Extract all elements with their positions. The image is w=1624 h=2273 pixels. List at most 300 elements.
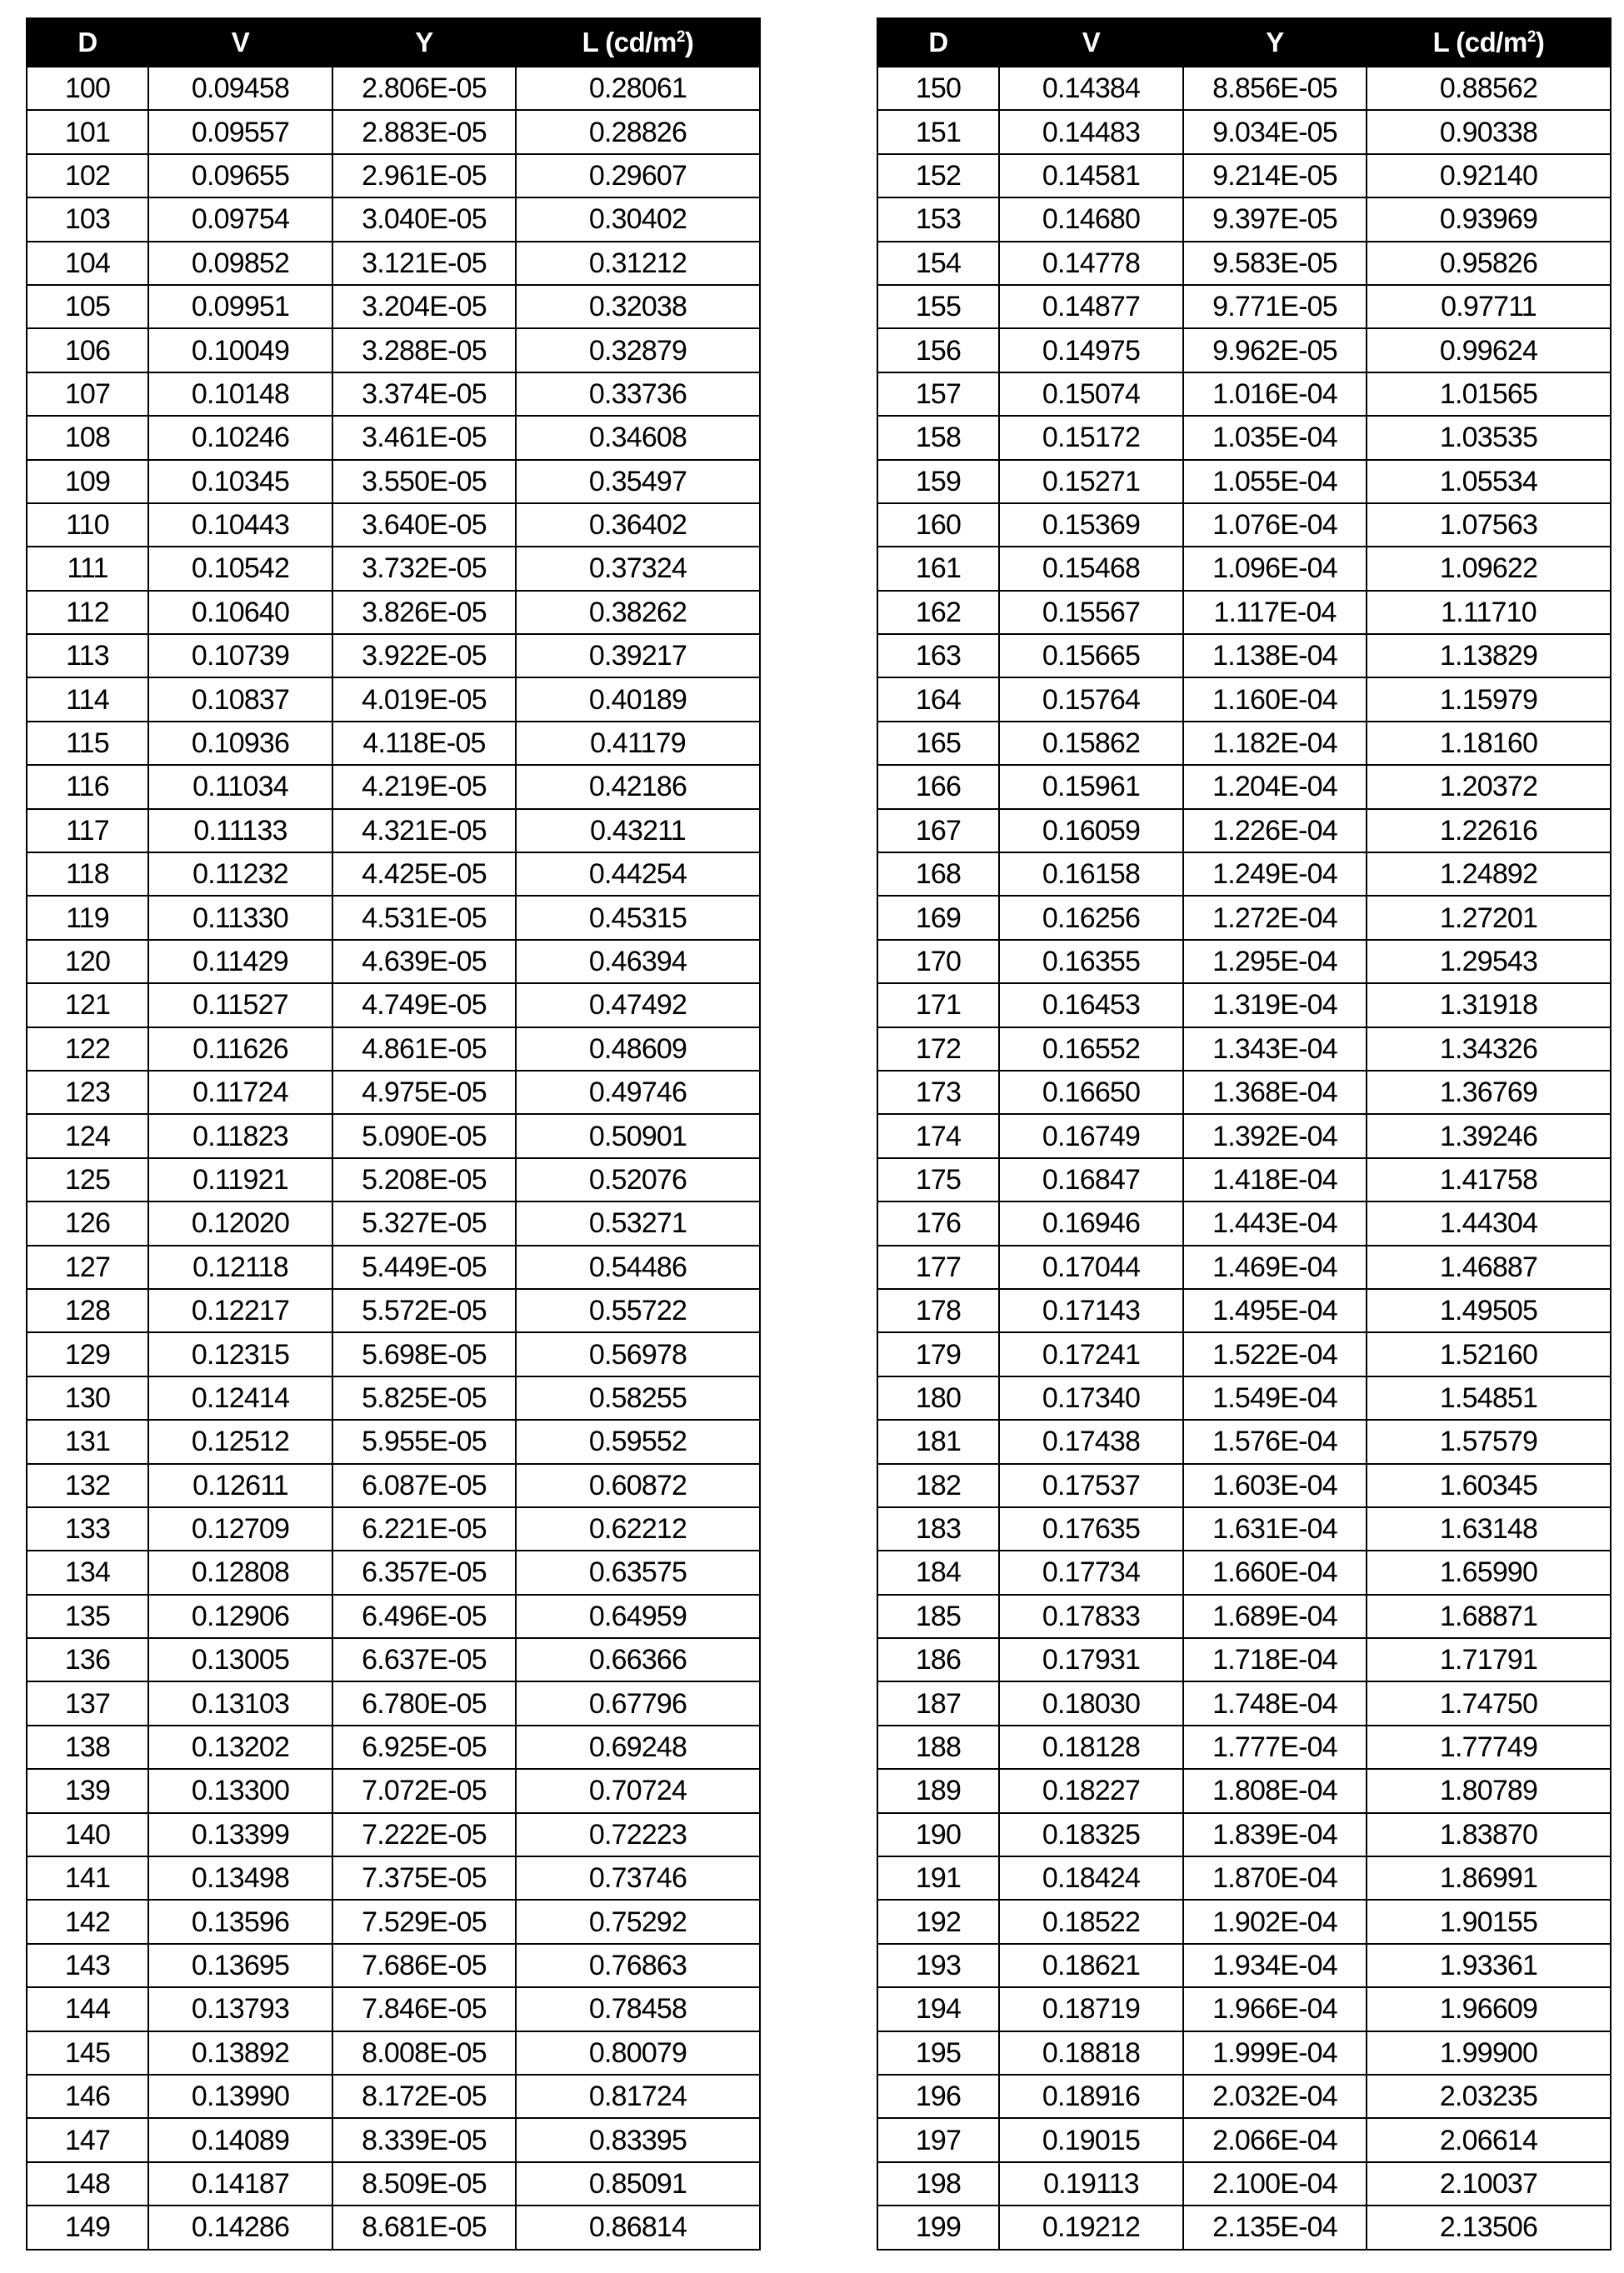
cell-l: 0.70724 [516,1769,760,1812]
cell-l: 1.18160 [1367,722,1611,765]
table-row [877,1987,1611,2031]
table-row [877,154,1611,197]
cell-v: 0.15369 [999,503,1183,547]
cell-d: 199 [877,2206,999,2249]
table-row [27,634,760,677]
table-row [877,634,1611,677]
cell-d: 139 [27,1769,148,1812]
cell-d: 106 [27,328,148,372]
cell-d: 130 [27,1376,148,1420]
cell-l: 2.13506 [1367,2206,1611,2249]
table-row [27,2075,760,2118]
table-row [27,1856,760,1900]
cell-y: 3.204E-05 [332,285,516,328]
cell-d: 154 [877,242,999,285]
cell-l: 0.92140 [1367,154,1611,197]
table-row [27,1726,760,1769]
table-row [27,1246,760,1289]
cell-v: 0.18128 [999,1726,1183,1769]
table-row [877,1856,1611,1900]
cell-d: 164 [877,677,999,721]
cell-l: 0.58255 [516,1376,760,1420]
cell-l: 1.49505 [1367,1289,1611,1332]
cell-v: 0.11034 [148,765,332,808]
cell-d: 125 [27,1158,148,1201]
table-row [877,1071,1611,1114]
cell-d: 185 [877,1595,999,1638]
cell-l: 0.85091 [516,2162,760,2206]
cell-d: 133 [27,1507,148,1551]
cell-l: 1.01565 [1367,372,1611,416]
header-l-superscript: 2 [676,28,685,46]
cell-d: 101 [27,110,148,153]
table-row [27,896,760,939]
cell-v: 0.17438 [999,1420,1183,1463]
cell-d: 108 [27,416,148,459]
table-row [877,328,1611,372]
cell-v: 0.09951 [148,285,332,328]
cell-l: 1.24892 [1367,852,1611,896]
cell-l: 1.13829 [1367,634,1611,677]
cell-v: 0.14384 [999,67,1183,110]
column-header-l [1367,18,1611,67]
cell-l: 1.96609 [1367,1987,1611,2031]
cell-v: 0.16355 [999,940,1183,983]
cell-l: 0.31212 [516,242,760,285]
table-row [877,372,1611,416]
cell-l: 0.90338 [1367,110,1611,153]
cell-y: 7.072E-05 [332,1769,516,1812]
cell-d: 175 [877,1158,999,1201]
cell-l: 1.22616 [1367,809,1611,852]
cell-v: 0.13005 [148,1638,332,1681]
cell-d: 196 [877,2075,999,2118]
header-l-superscript: 2 [1527,28,1536,46]
table-row [877,677,1611,721]
cell-y: 7.222E-05 [332,1813,516,1856]
cell-l: 1.31918 [1367,983,1611,1027]
cell-y: 5.208E-05 [332,1158,516,1201]
cell-v: 0.12217 [148,1289,332,1332]
cell-d: 172 [877,1027,999,1071]
cell-y: 1.035E-04 [1183,416,1367,459]
cell-d: 187 [877,1681,999,1725]
cell-l: 1.80789 [1367,1769,1611,1812]
cell-l: 0.86814 [516,2206,760,2249]
cell-y: 1.272E-04 [1183,896,1367,939]
cell-v: 0.09852 [148,242,332,285]
cell-v: 0.13990 [148,2075,332,2118]
cell-d: 109 [27,460,148,503]
table-row [877,1332,1611,1376]
cell-v: 0.12118 [148,1246,332,1289]
table-row [877,1158,1611,1201]
table-row [877,722,1611,765]
table-row [27,1201,760,1245]
table-body [27,67,760,2250]
cell-d: 160 [877,503,999,547]
cell-y: 1.902E-04 [1183,1900,1367,1943]
cell-v: 0.12512 [148,1420,332,1463]
table-row [27,591,760,634]
cell-l: 1.63148 [1367,1507,1611,1551]
cell-l: 0.73746 [516,1856,760,1900]
cell-v: 0.13498 [148,1856,332,1900]
cell-v: 0.17833 [999,1595,1183,1638]
cell-v: 0.14187 [148,2162,332,2206]
cell-d: 193 [877,1944,999,1987]
table-row [27,2031,760,2075]
table-row [27,285,760,328]
cell-l: 1.86991 [1367,1856,1611,1900]
column-header-d: D [877,18,999,67]
cell-y: 1.718E-04 [1183,1638,1367,1681]
cell-y: 4.639E-05 [332,940,516,983]
cell-l: 0.63575 [516,1551,760,1594]
table-row [27,1813,760,1856]
cell-v: 0.18325 [999,1813,1183,1856]
table-row [877,242,1611,285]
cell-d: 107 [27,372,148,416]
cell-v: 0.13793 [148,1987,332,2031]
cell-d: 115 [27,722,148,765]
cell-d: 163 [877,634,999,677]
cell-v: 0.13596 [148,1900,332,1943]
cell-v: 0.10837 [148,677,332,721]
cell-l: 0.42186 [516,765,760,808]
table-row [27,1027,760,1071]
cell-l: 0.32038 [516,285,760,328]
cell-d: 151 [877,110,999,153]
cell-y: 5.698E-05 [332,1332,516,1376]
cell-d: 120 [27,940,148,983]
cell-v: 0.16453 [999,983,1183,1027]
cell-y: 9.962E-05 [1183,328,1367,372]
cell-l: 0.43211 [516,809,760,852]
cell-l: 1.46887 [1367,1246,1611,1289]
cell-l: 1.83870 [1367,1813,1611,1856]
cell-y: 2.032E-04 [1183,2075,1367,2118]
cell-d: 113 [27,634,148,677]
cell-d: 177 [877,1246,999,1289]
table-row [877,503,1611,547]
cell-y: 1.138E-04 [1183,634,1367,677]
table-row [877,852,1611,896]
cell-d: 137 [27,1681,148,1725]
table-row [27,1507,760,1551]
cell-v: 0.14680 [999,197,1183,241]
cell-l: 0.50901 [516,1114,760,1157]
cell-v: 0.13103 [148,1681,332,1725]
cell-v: 0.18424 [999,1856,1183,1900]
cell-v: 0.11724 [148,1071,332,1114]
cell-y: 1.469E-04 [1183,1246,1367,1289]
cell-l: 2.03235 [1367,2075,1611,2118]
cell-y: 9.397E-05 [1183,197,1367,241]
cell-y: 4.861E-05 [332,1027,516,1071]
cell-d: 161 [877,547,999,590]
cell-d: 182 [877,1464,999,1507]
cell-d: 170 [877,940,999,983]
cell-d: 197 [877,2118,999,2161]
cell-d: 150 [877,67,999,110]
cell-v: 0.09754 [148,197,332,241]
cell-l: 1.71791 [1367,1638,1611,1681]
cell-v: 0.17044 [999,1246,1183,1289]
cell-l: 1.74750 [1367,1681,1611,1725]
cell-d: 167 [877,809,999,852]
cell-d: 190 [877,1813,999,1856]
cell-l: 0.75292 [516,1900,760,1943]
cell-v: 0.11429 [148,940,332,983]
table-row [27,1681,760,1725]
cell-y: 8.681E-05 [332,2206,516,2249]
cell-y: 1.392E-04 [1183,1114,1367,1157]
cell-l: 0.32879 [516,328,760,372]
cell-l: 1.05534 [1367,460,1611,503]
cell-d: 134 [27,1551,148,1594]
cell-l: 0.48609 [516,1027,760,1071]
cell-v: 0.15172 [999,416,1183,459]
cell-l: 1.20372 [1367,765,1611,808]
cell-y: 3.550E-05 [332,460,516,503]
cell-y: 1.689E-04 [1183,1595,1367,1638]
cell-y: 3.826E-05 [332,591,516,634]
cell-l: 0.54486 [516,1246,760,1289]
cell-v: 0.17537 [999,1464,1183,1507]
cell-d: 132 [27,1464,148,1507]
cell-y: 1.319E-04 [1183,983,1367,1027]
cell-d: 146 [27,2075,148,2118]
cell-d: 188 [877,1726,999,1769]
cell-d: 152 [877,154,999,197]
cell-l: 0.59552 [516,1420,760,1463]
cell-l: 1.11710 [1367,591,1611,634]
cell-y: 7.846E-05 [332,1987,516,2031]
table-row [27,940,760,983]
cell-y: 6.357E-05 [332,1551,516,1594]
cell-y: 3.732E-05 [332,547,516,590]
table-row [27,1114,760,1157]
table-header [27,18,760,67]
cell-d: 186 [877,1638,999,1681]
cell-y: 8.008E-05 [332,2031,516,2075]
cell-d: 194 [877,1987,999,2031]
cell-l: 0.95826 [1367,242,1611,285]
cell-v: 0.12906 [148,1595,332,1638]
header-l-close: ) [684,27,694,57]
table-row [877,416,1611,459]
cell-y: 4.019E-05 [332,677,516,721]
cell-v: 0.18719 [999,1987,1183,2031]
cell-l: 0.55722 [516,1289,760,1332]
cell-y: 9.583E-05 [1183,242,1367,285]
cell-v: 0.10542 [148,547,332,590]
table-row [27,197,760,241]
cell-d: 123 [27,1071,148,1114]
cell-y: 1.777E-04 [1183,1726,1367,1769]
cell-d: 122 [27,1027,148,1071]
table-row [27,1376,760,1420]
table-row [27,809,760,852]
table-row [27,2162,760,2206]
cell-d: 183 [877,1507,999,1551]
cell-v: 0.10049 [148,328,332,372]
table-row [27,677,760,721]
cell-l: 0.47492 [516,983,760,1027]
table-row [27,1289,760,1332]
table-row [27,983,760,1027]
cell-v: 0.18030 [999,1681,1183,1725]
cell-d: 158 [877,416,999,459]
cell-y: 2.066E-04 [1183,2118,1367,2161]
cell-v: 0.15665 [999,634,1183,677]
cell-v: 0.11330 [148,896,332,939]
cell-d: 157 [877,372,999,416]
cell-v: 0.09557 [148,110,332,153]
cell-l: 0.40189 [516,677,760,721]
cell-y: 2.961E-05 [332,154,516,197]
cell-v: 0.10936 [148,722,332,765]
cell-d: 149 [27,2206,148,2249]
cell-d: 173 [877,1071,999,1114]
cell-v: 0.11527 [148,983,332,1027]
table-row [877,197,1611,241]
cell-y: 4.219E-05 [332,765,516,808]
cell-d: 127 [27,1246,148,1289]
cell-d: 179 [877,1332,999,1376]
cell-y: 6.221E-05 [332,1507,516,1551]
cell-l: 0.29607 [516,154,760,197]
cell-y: 6.780E-05 [332,1681,516,1725]
table-row [877,1201,1611,1245]
cell-d: 129 [27,1332,148,1376]
cell-d: 192 [877,1900,999,1943]
cell-l: 1.36769 [1367,1071,1611,1114]
cell-y: 8.509E-05 [332,2162,516,2206]
cell-l: 0.64959 [516,1595,760,1638]
cell-v: 0.17734 [999,1551,1183,1594]
cell-v: 0.15074 [999,372,1183,416]
cell-v: 0.11133 [148,809,332,852]
cell-y: 9.771E-05 [1183,285,1367,328]
table-row [877,547,1611,590]
cell-d: 121 [27,983,148,1027]
cell-d: 118 [27,852,148,896]
cell-d: 155 [877,285,999,328]
cell-y: 1.226E-04 [1183,809,1367,852]
cell-l: 2.10037 [1367,2162,1611,2206]
cell-v: 0.18916 [999,2075,1183,2118]
table-row [27,2206,760,2249]
cell-v: 0.15271 [999,460,1183,503]
cell-l: 0.45315 [516,896,760,939]
cell-v: 0.13300 [148,1769,332,1812]
cell-v: 0.18818 [999,2031,1183,2075]
cell-v: 0.10739 [148,634,332,677]
cell-y: 8.339E-05 [332,2118,516,2161]
cell-y: 5.955E-05 [332,1420,516,1463]
cell-y: 2.135E-04 [1183,2206,1367,2249]
cell-d: 165 [877,722,999,765]
cell-y: 9.034E-05 [1183,110,1367,153]
cell-v: 0.15567 [999,591,1183,634]
luminance-table-left [26,17,761,2251]
cell-v: 0.17241 [999,1332,1183,1376]
cell-d: 114 [27,677,148,721]
cell-v: 0.13892 [148,2031,332,2075]
table-row [877,285,1611,328]
cell-l: 0.88562 [1367,67,1611,110]
table-row [27,765,760,808]
cell-d: 140 [27,1813,148,1856]
cell-y: 1.660E-04 [1183,1551,1367,1594]
cell-d: 112 [27,591,148,634]
cell-l: 0.97711 [1367,285,1611,328]
cell-y: 2.806E-05 [332,67,516,110]
cell-l: 0.83395 [516,2118,760,2161]
cell-l: 0.46394 [516,940,760,983]
table-row [27,503,760,547]
table-row [877,1681,1611,1725]
table-row [877,1900,1611,1943]
cell-v: 0.15468 [999,547,1183,590]
cell-y: 1.076E-04 [1183,503,1367,547]
cell-y: 3.640E-05 [332,503,516,547]
cell-l: 0.72223 [516,1813,760,1856]
cell-l: 0.69248 [516,1726,760,1769]
table-row [877,2206,1611,2249]
cell-d: 166 [877,765,999,808]
cell-d: 168 [877,852,999,896]
cell-l: 0.41179 [516,722,760,765]
cell-v: 0.14089 [148,2118,332,2161]
cell-l: 0.53271 [516,1201,760,1245]
cell-y: 4.749E-05 [332,983,516,1027]
cell-v: 0.13399 [148,1813,332,1856]
cell-l: 1.54851 [1367,1376,1611,1420]
cell-l: 0.81724 [516,2075,760,2118]
table-row [877,1289,1611,1332]
cell-y: 2.883E-05 [332,110,516,153]
cell-d: 171 [877,983,999,1027]
table-row [877,1464,1611,1507]
cell-v: 0.10148 [148,372,332,416]
cell-l: 0.36402 [516,503,760,547]
cell-l: 0.44254 [516,852,760,896]
cell-d: 141 [27,1856,148,1900]
table-row [27,67,760,110]
cell-d: 110 [27,503,148,547]
cell-v: 0.14286 [148,2206,332,2249]
header-l-text: L (cd/m [1432,27,1527,57]
cell-l: 1.93361 [1367,1944,1611,1987]
cell-l: 0.62212 [516,1507,760,1551]
cell-d: 143 [27,1944,148,1987]
cell-l: 0.30402 [516,197,760,241]
cell-y: 4.321E-05 [332,809,516,852]
cell-y: 1.160E-04 [1183,677,1367,721]
cell-y: 1.249E-04 [1183,852,1367,896]
table-row [27,1638,760,1681]
cell-y: 1.443E-04 [1183,1201,1367,1245]
cell-y: 8.172E-05 [332,2075,516,2118]
cell-l: 0.39217 [516,634,760,677]
cell-v: 0.17143 [999,1289,1183,1332]
cell-l: 0.37324 [516,547,760,590]
cell-d: 195 [877,2031,999,2075]
table-row [877,1027,1611,1071]
